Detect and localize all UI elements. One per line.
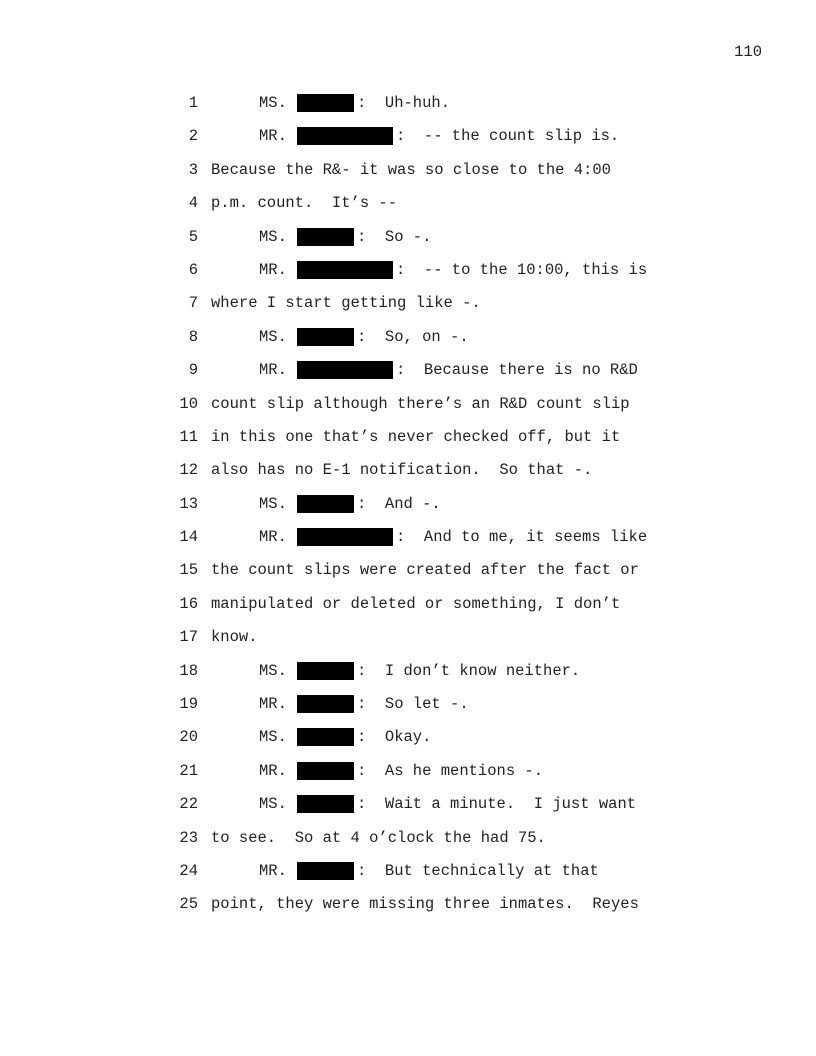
speech-text: : I don’t know neither. — [357, 661, 581, 680]
redaction-bar — [297, 862, 354, 880]
transcript-line — [170, 293, 710, 326]
line-number: 11 — [179, 427, 198, 446]
transcript-line — [170, 761, 710, 794]
line-number: 25 — [179, 895, 198, 914]
speaker-title: MR. — [259, 127, 287, 146]
transcript-line — [170, 126, 710, 159]
line-number: 17 — [179, 628, 198, 647]
speech-text: point, they were missing three inmates. Reyes — [211, 895, 639, 914]
line-number: 18 — [179, 661, 198, 680]
line-number: 16 — [179, 594, 198, 613]
line-number: 23 — [179, 828, 198, 847]
redaction-bar — [297, 695, 354, 713]
speech-text: : And to me, it seems like — [396, 528, 648, 547]
redaction-bar — [297, 762, 354, 780]
speech-text: the count slips were created after the fact or — [211, 561, 639, 580]
page-number: 110 — [734, 43, 762, 61]
speech-text: : Wait a minute. I just want — [357, 795, 637, 814]
line-number: 2 — [188, 127, 198, 146]
redaction-bar — [297, 728, 354, 746]
speaker-title: MR. — [259, 761, 287, 780]
speech-text: count slip although there’s an R&D count slip — [211, 394, 630, 413]
speech-text: : -- to the 10:00, this is — [396, 260, 648, 279]
speech-text: : -- the count slip is. — [396, 127, 620, 146]
speech-text: : Uh-huh. — [357, 94, 451, 112]
transcript-line — [170, 828, 710, 861]
speech-text: know. — [211, 628, 258, 647]
transcript-line — [170, 460, 710, 493]
transcript-line — [170, 193, 710, 226]
speech-text: where I start getting like -. — [211, 294, 481, 313]
transcript-line — [170, 627, 710, 660]
line-number: 24 — [179, 861, 198, 880]
transcript-line — [170, 260, 710, 293]
line-number: 14 — [179, 528, 198, 547]
line-number: 9 — [188, 361, 198, 380]
redaction-bar — [297, 127, 393, 145]
redaction-bar — [297, 495, 354, 513]
line-number: 7 — [188, 294, 198, 313]
redaction-bar — [297, 795, 354, 813]
line-number: 15 — [179, 561, 198, 580]
speech-text: : Because there is no R&D — [396, 361, 638, 380]
speaker-title: MS. — [259, 327, 287, 346]
redaction-bar — [297, 261, 393, 279]
speech-text: : And -. — [357, 494, 441, 513]
transcript-line — [170, 894, 710, 927]
line-number: 12 — [179, 461, 198, 480]
speech-text: p.m. count. It’s -- — [211, 194, 398, 213]
speaker-title: MS. — [259, 661, 287, 680]
line-number: 20 — [179, 728, 198, 747]
line-number: 13 — [179, 494, 198, 513]
transcript-line — [170, 327, 710, 360]
transcript-line — [170, 227, 710, 260]
line-number: 1 — [188, 94, 198, 112]
redaction-bar — [297, 328, 354, 346]
speech-text: manipulated or deleted or something, I don’t — [211, 594, 621, 613]
line-number: 6 — [188, 260, 198, 279]
speech-text: : But technically at that — [357, 861, 599, 880]
speaker-title: MR. — [259, 695, 287, 714]
speaker-title: MR. — [259, 528, 287, 547]
speech-text: Because the R&- it was so close to the 4:00 — [211, 160, 611, 179]
speaker-title: MS. — [259, 94, 287, 112]
line-number: 22 — [179, 795, 198, 814]
speaker-title: MR. — [259, 361, 287, 380]
redaction-bar — [297, 228, 354, 246]
transcript-line — [170, 527, 710, 560]
speech-text: : As he mentions -. — [357, 761, 544, 780]
speaker-title: MR. — [259, 861, 287, 880]
transcript-line — [170, 560, 710, 593]
line-number: 19 — [179, 695, 198, 714]
speaker-title: MS. — [259, 728, 287, 747]
redaction-bar — [297, 528, 393, 546]
transcript-line — [170, 661, 710, 694]
transcript-line — [170, 794, 710, 827]
line-number: 21 — [179, 761, 198, 780]
transcript-line — [170, 360, 710, 393]
speaker-title: MS. — [259, 494, 287, 513]
speaker-title: MR. — [259, 260, 287, 279]
redaction-bar — [297, 361, 393, 379]
line-number: 8 — [188, 327, 198, 346]
redaction-bar — [297, 662, 354, 680]
transcript-line — [170, 394, 710, 427]
transcript-line — [170, 727, 710, 760]
transcript-line — [170, 160, 710, 193]
speaker-title: MS. — [259, 227, 287, 246]
redaction-bar — [297, 94, 354, 112]
speech-text: : So let -. — [357, 695, 469, 714]
transcript-line — [170, 494, 710, 527]
transcript-line — [170, 427, 710, 460]
line-number: 10 — [179, 394, 198, 413]
line-number: 5 — [188, 227, 198, 246]
transcript-line — [170, 861, 710, 894]
speech-text: to see. So at 4 o’clock the had 75. — [211, 828, 546, 847]
transcript-body — [170, 93, 710, 928]
transcript-line — [170, 594, 710, 627]
speech-text: : Okay. — [357, 728, 432, 747]
line-number: 3 — [188, 160, 198, 179]
speech-text: : So, on -. — [357, 327, 469, 346]
speech-text: : So -. — [357, 227, 432, 246]
transcript-line — [170, 694, 710, 727]
transcript-line — [170, 93, 710, 126]
speech-text: in this one that’s never checked off, but it — [211, 427, 621, 446]
speaker-title: MS. — [259, 795, 287, 814]
speech-text: also has no E-1 notification. So that -. — [211, 461, 593, 480]
line-number: 4 — [188, 194, 198, 213]
